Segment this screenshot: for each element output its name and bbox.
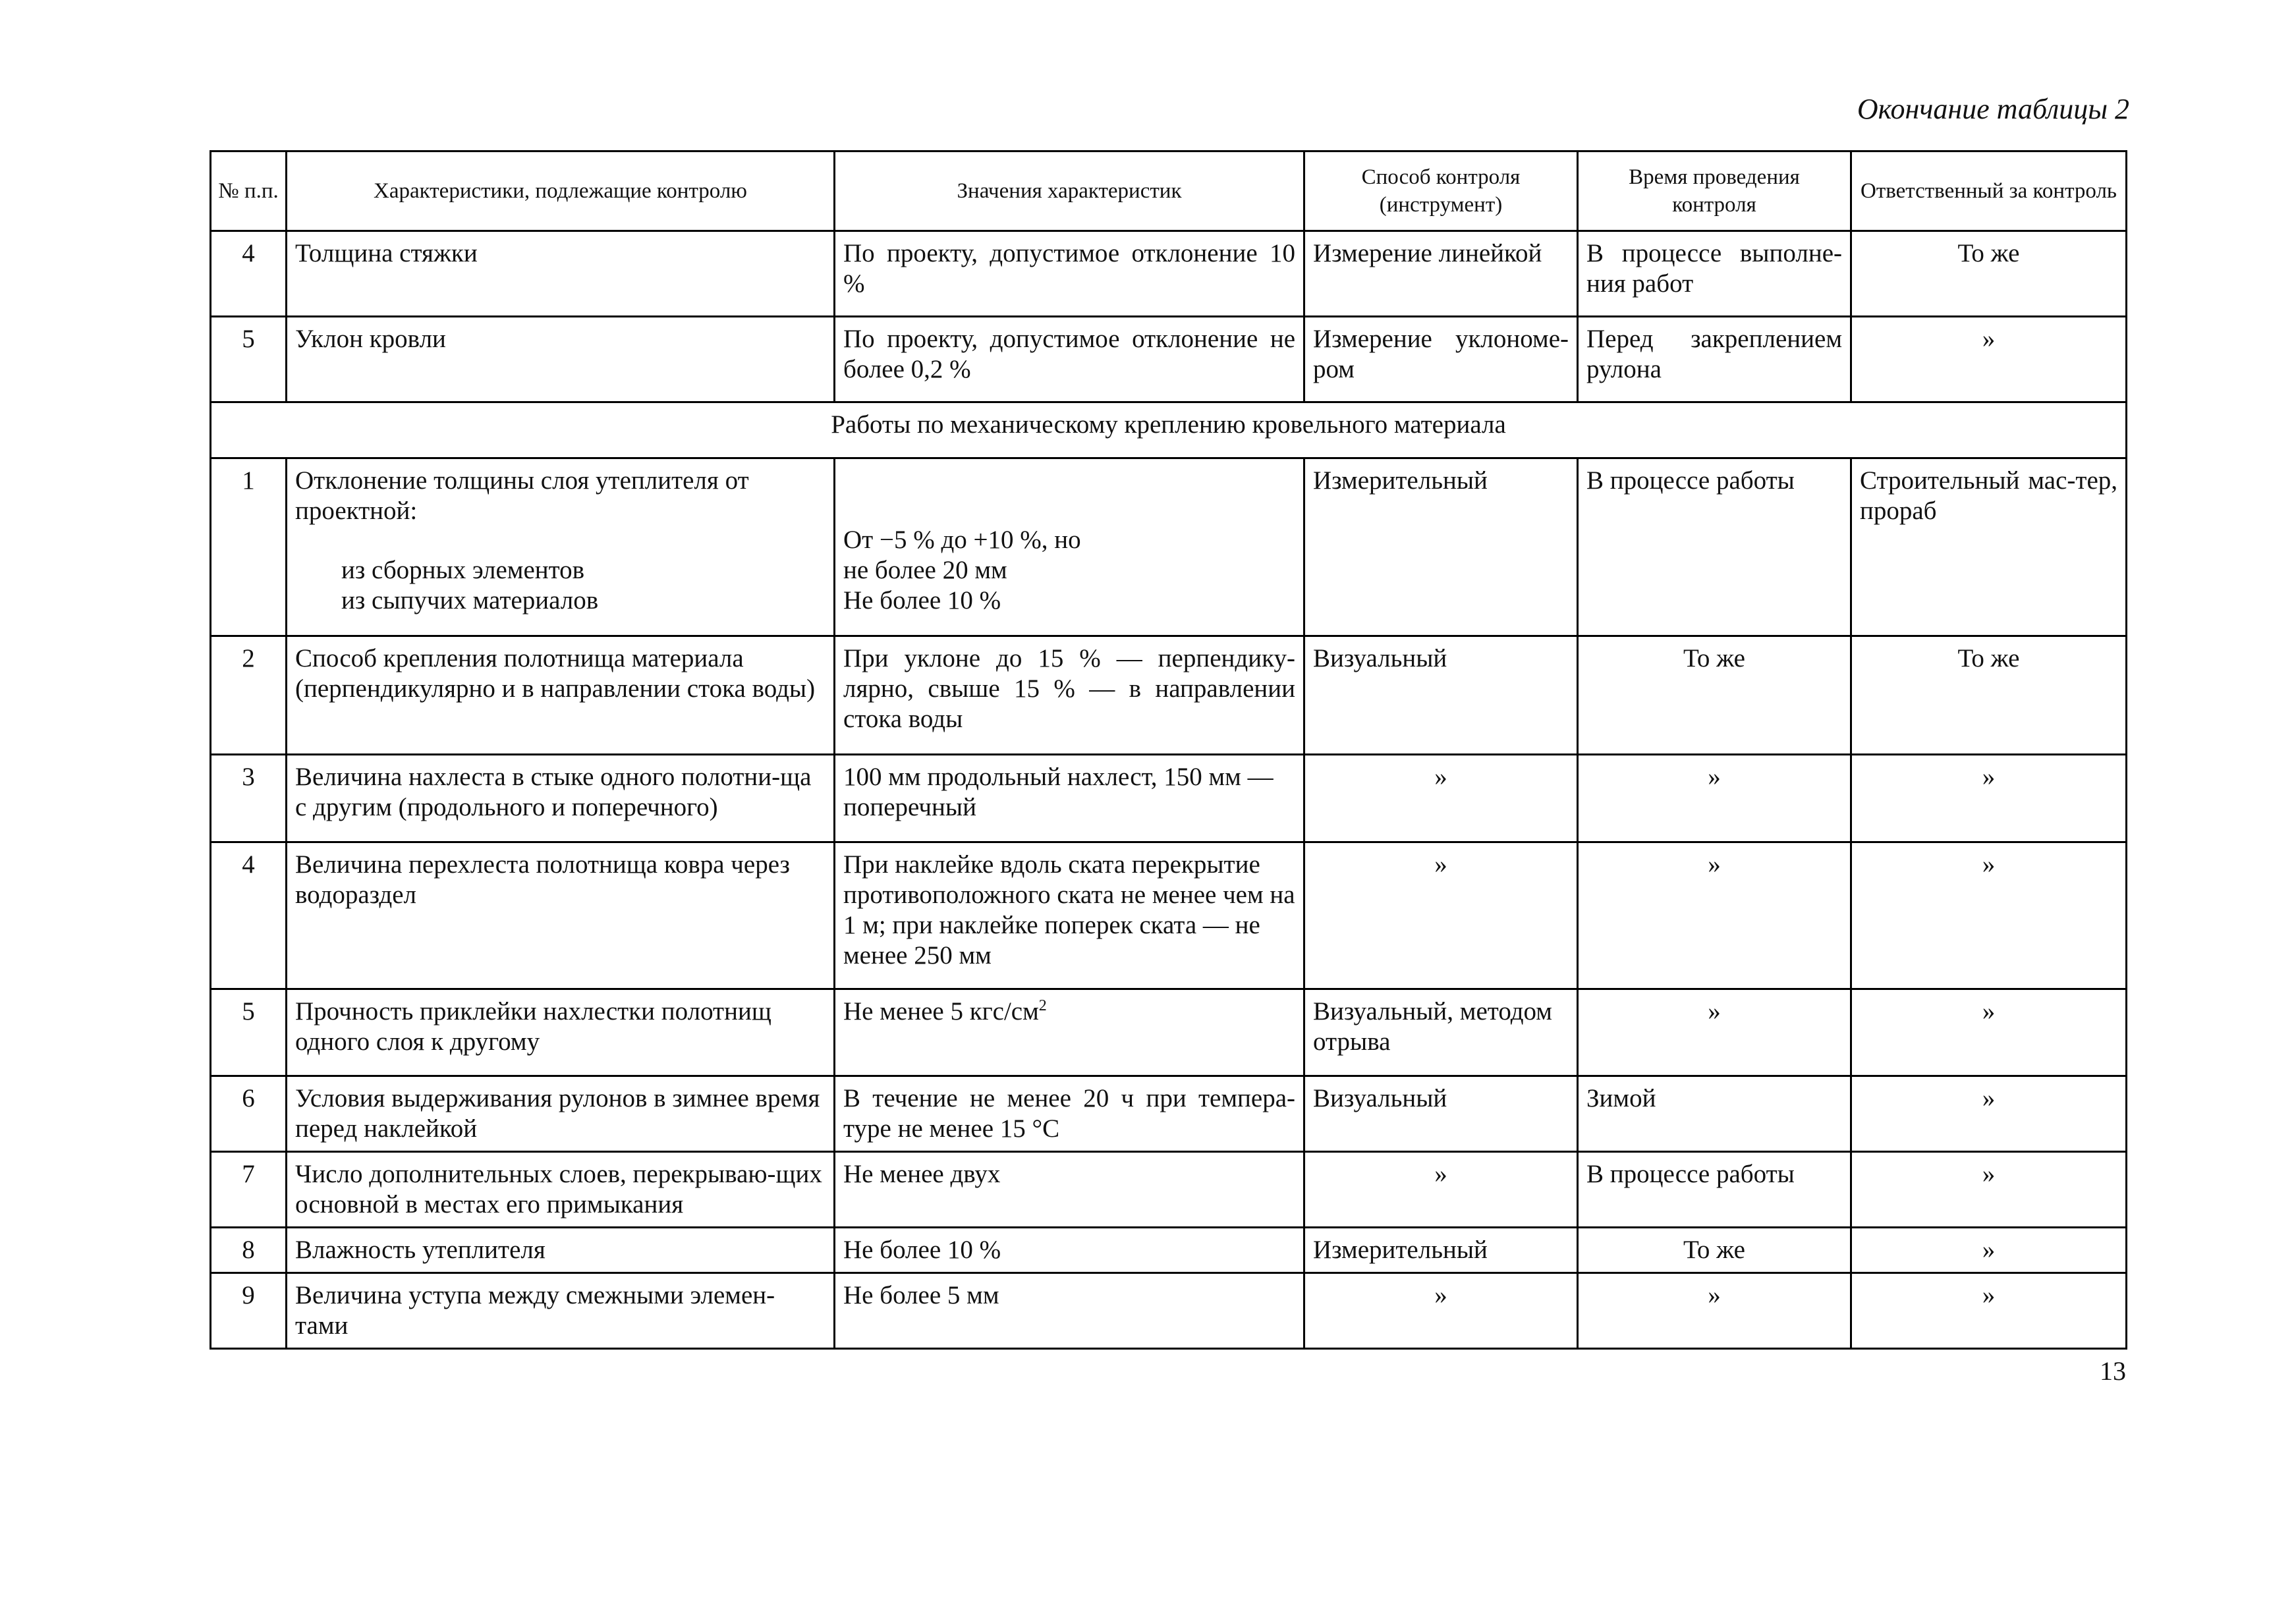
table-row — [211, 755, 2127, 842]
row-responsible: То же — [1851, 636, 2127, 755]
characteristic-sub: из сыпучих материалов — [341, 586, 599, 615]
row-num: 3 — [211, 755, 287, 842]
row-num: 1 — [211, 458, 287, 636]
row-time: » — [1578, 755, 1851, 842]
row-value — [835, 989, 1304, 1076]
row-num: 8 — [211, 1228, 287, 1273]
row-method: Измерительный — [1304, 1228, 1578, 1273]
row-time: » — [1578, 842, 1851, 989]
row-num: 5 — [211, 989, 287, 1076]
table-row — [211, 636, 2127, 755]
row-characteristic: Величина нахлеста в стыке одного полотни-ща с другим (продольного и поперечного) — [287, 755, 835, 842]
row-responsible: Строительный мас-тер, прораб — [1851, 458, 2127, 636]
header-responsible: Ответственный за контроль — [1851, 151, 2127, 231]
row-time: То же — [1578, 636, 1851, 755]
row-value: По проекту, допустимое отклонение не более 0,2 % — [835, 317, 1304, 402]
row-time: Перед закреплением рулона — [1578, 317, 1851, 402]
row-characteristic — [287, 458, 835, 636]
row-time: В процессе выполне-ния работ — [1578, 231, 1851, 317]
row-responsible: То же — [1851, 231, 2127, 317]
row-time: Зимой — [1578, 1076, 1851, 1152]
table-row — [211, 317, 2127, 402]
row-value: Не более 5 мм — [835, 1273, 1304, 1349]
header-time: Время проведения контроля — [1578, 151, 1851, 231]
row-time: » — [1578, 1273, 1851, 1349]
characteristic-sub: из сборных элементов — [341, 556, 585, 584]
row-method: » — [1304, 1273, 1578, 1349]
row-characteristic: Прочность приклейки нахлестки полотнищ одного слоя к другому — [287, 989, 835, 1076]
row-method: Визуальный — [1304, 636, 1578, 755]
row-responsible: » — [1851, 755, 2127, 842]
row-method: Измерительный — [1304, 458, 1578, 636]
row-num: 4 — [211, 842, 287, 989]
row-method: Визуальный, методом отрыва — [1304, 989, 1578, 1076]
control-table — [210, 150, 2127, 1350]
row-method: Визуальный — [1304, 1076, 1578, 1152]
row-num: 2 — [211, 636, 287, 755]
row-characteristic: Число дополнительных слоев, перекрываю-щих основной в местах его примыкания — [287, 1152, 835, 1228]
row-num: 7 — [211, 1152, 287, 1228]
table-row — [211, 458, 2127, 636]
row-characteristic: Условия выдерживания рулонов в зимнее время перед наклейкой — [287, 1076, 835, 1152]
table-row — [211, 1273, 2127, 1349]
row-value: Не более 10 % — [835, 1228, 1304, 1273]
row-characteristic: Величина уступа между смежными элемен-тами — [287, 1273, 835, 1349]
characteristic-main: Отклонение толщины слоя утеплителя от проектной: — [295, 466, 749, 525]
row-method: Измерение линейкой — [1304, 231, 1578, 317]
header-method: Способ контроля (инструмент) — [1304, 151, 1578, 231]
table-continuation-label: Окончание таблицы 2 — [1857, 93, 2129, 125]
header-num: № п.п. — [211, 151, 287, 231]
row-characteristic: Величина перехлеста полотнища ковра через водораздел — [287, 842, 835, 989]
row-value: При наклейке вдоль ската перекрытие противоположного ската не менее чем на 1 м; при наклейке поперек ската — не менее 250 мм — [835, 842, 1304, 989]
row-num: 4 — [211, 231, 287, 317]
row-characteristic: Способ крепления полотнища материала (перпендикулярно и в направлении стока воды) — [287, 636, 835, 755]
row-value: 100 мм продольный нахлест, 150 мм — поперечный — [835, 755, 1304, 842]
row-value: При уклоне до 15 % — перпендику-лярно, свыше 15 % — в направлении стока воды — [835, 636, 1304, 755]
row-method: » — [1304, 842, 1578, 989]
row-time: То же — [1578, 1228, 1851, 1273]
row-characteristic: Уклон кровли — [287, 317, 835, 402]
section-row — [211, 402, 2127, 458]
row-value — [835, 458, 1304, 636]
row-responsible: » — [1851, 1152, 2127, 1228]
row-time: В процессе работы — [1578, 458, 1851, 636]
row-time: В процессе работы — [1578, 1152, 1851, 1228]
table-row — [211, 842, 2127, 989]
table-row — [211, 231, 2127, 317]
value-line: Не более 10 % — [843, 586, 1001, 615]
table-row — [211, 1228, 2127, 1273]
row-responsible: » — [1851, 1273, 2127, 1349]
row-num: 6 — [211, 1076, 287, 1152]
table-row — [211, 1152, 2127, 1228]
section-title: Работы по механическому креплению кровельного материала — [211, 402, 2127, 458]
row-characteristic: Толщина стяжки — [287, 231, 835, 317]
value-line: не более 20 мм — [843, 556, 1007, 584]
table-header-row — [211, 151, 2127, 231]
row-responsible: » — [1851, 989, 2127, 1076]
row-value: По проекту, допустимое отклонение 10 % — [835, 231, 1304, 317]
row-method: » — [1304, 755, 1578, 842]
row-responsible: » — [1851, 842, 2127, 989]
value-line: От −5 % до +10 %, но — [843, 526, 1081, 554]
row-responsible: » — [1851, 1228, 2127, 1273]
row-value: В течение не менее 20 ч при темпера-туре не менее 15 °С — [835, 1076, 1304, 1152]
value-superscript: 2 — [1038, 997, 1047, 1014]
table-row — [211, 989, 2127, 1076]
row-characteristic: Влажность утеплителя — [287, 1228, 835, 1273]
row-responsible: » — [1851, 317, 2127, 402]
row-method: » — [1304, 1152, 1578, 1228]
row-num: 5 — [211, 317, 287, 402]
row-responsible: » — [1851, 1076, 2127, 1152]
value-text: Не менее 5 кгс/см — [843, 997, 1039, 1026]
header-values: Значения характеристик — [835, 151, 1304, 231]
row-num: 9 — [211, 1273, 287, 1349]
row-method: Измерение уклономе-ром — [1304, 317, 1578, 402]
row-value: Не менее двух — [835, 1152, 1304, 1228]
page-number: 13 — [2100, 1356, 2126, 1386]
row-time: » — [1578, 989, 1851, 1076]
header-characteristics: Характеристики, подлежащие контролю — [287, 151, 835, 231]
table-row — [211, 1076, 2127, 1152]
